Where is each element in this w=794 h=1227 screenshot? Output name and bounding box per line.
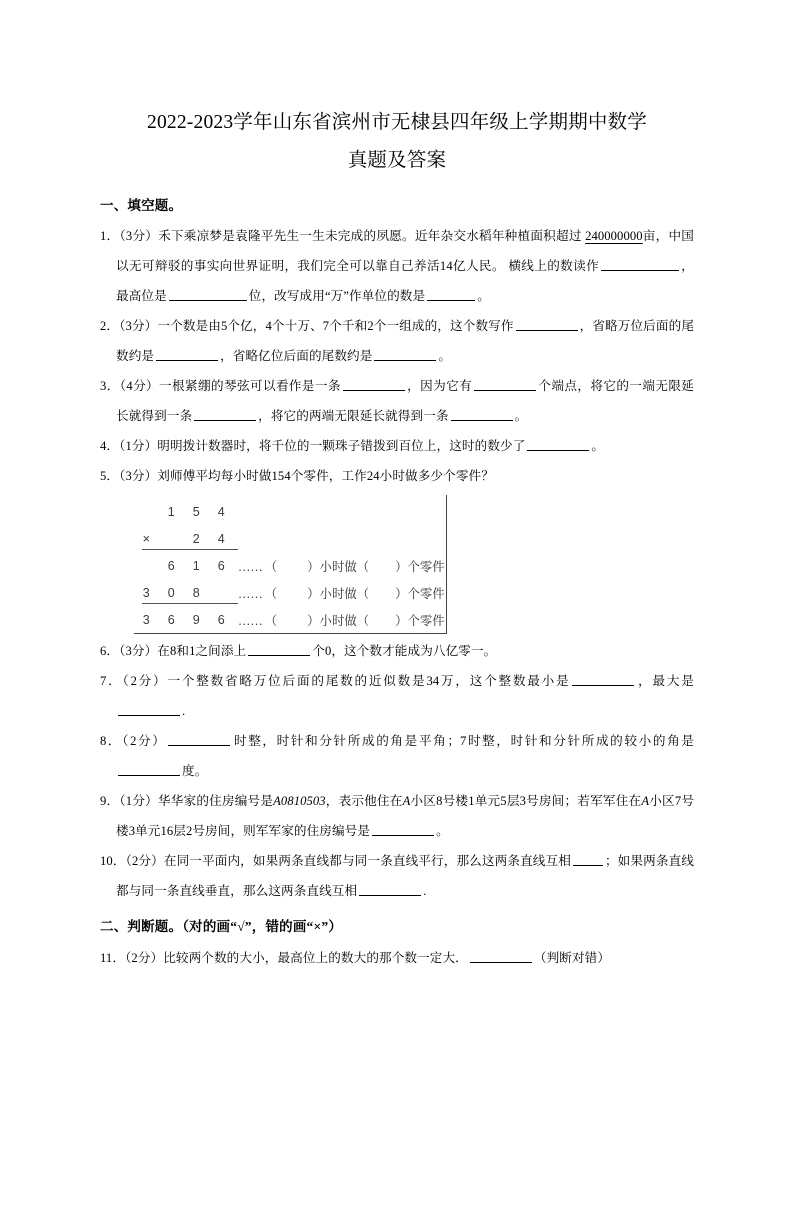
calc-row-partial-product-1 xyxy=(134,552,446,579)
question-4-text-part-2: 。 xyxy=(591,439,605,453)
question-1-text-part-5: 位，改写成用“万”作单位的数是 xyxy=(248,289,426,303)
question-5-score: （3分） xyxy=(119,469,158,483)
question-1 xyxy=(100,221,694,311)
question-8-number: 8． xyxy=(100,734,123,748)
question-2-score: （3分） xyxy=(119,319,158,333)
question-6 xyxy=(100,636,694,666)
question-5 xyxy=(100,461,694,491)
question-2-text-part-4: 。 xyxy=(438,349,452,363)
question-9-blank-1[interactable] xyxy=(372,824,434,836)
question-8-blank-2[interactable] xyxy=(118,764,180,776)
question-3-text-part-5: 。 xyxy=(514,409,528,423)
question-8-text-part-1: 时整，时针和分针所成的角是平角；7时整，时针和分针所成的较小的角是 xyxy=(232,734,694,748)
partial2-digit-1: 3 xyxy=(142,585,151,600)
question-10 xyxy=(100,846,694,906)
page-title xyxy=(100,104,694,180)
question-10-number: 10． xyxy=(100,854,126,868)
question-3-blank-4[interactable] xyxy=(451,409,513,421)
question-9-text-part-3: 小区8号楼1单元5层3号房间；若军军住在 xyxy=(410,794,642,808)
question-9-text-part-1: 华华家的住房编号是 xyxy=(157,794,274,808)
question-9 xyxy=(100,786,694,846)
question-1-blank-1[interactable] xyxy=(601,259,679,271)
question-5-text-part-1: 刘师傅平均每小时做154个零件，工作24小时做多少个零件？ xyxy=(157,469,494,483)
question-2-text-part-1: 一个数是由5个亿，4个十万、7个千和2个一组成的，这个数写作 xyxy=(157,319,514,333)
calc-row-partial-product-2 xyxy=(134,579,446,606)
question-6-score: （3分） xyxy=(119,644,158,658)
question-7-text-part-3: . xyxy=(182,704,186,718)
note-mid-1: ）小时做（ xyxy=(307,559,370,574)
question-1-blank-2[interactable] xyxy=(169,289,247,301)
question-9-score: （1分） xyxy=(119,794,158,808)
question-4-score: （1分） xyxy=(119,439,158,453)
answer-slot-3a[interactable] xyxy=(279,614,305,625)
question-10-text-part-1: 在同一平面内，如果两条直线都与同一条直线平行，那么这两条直线互相 xyxy=(163,854,571,868)
question-6-text-part-2: 个0，这个数才能成为八亿零一。 xyxy=(312,644,497,658)
question-1-number: 1． xyxy=(100,229,120,243)
question-9-zone-label-2: A xyxy=(641,794,650,808)
partial1-digit-1: 6 xyxy=(167,558,176,573)
section-heading-fill-in-blanks: 一、填空题。 xyxy=(100,198,183,213)
question-6-text-part-1: 在8和1之间添上 xyxy=(157,644,247,658)
note-mid-3: ）小时做（ xyxy=(307,613,370,628)
question-8-score: （2分） xyxy=(122,734,167,748)
question-2-number: 2． xyxy=(100,319,120,333)
note-end-3: ）个零件 xyxy=(395,613,445,628)
question-9-text-part-2: ，表示他住在 xyxy=(325,794,403,808)
calc-row-product xyxy=(134,606,446,633)
dots-leader-2: …… xyxy=(238,586,263,601)
question-11-text-part-2: （判断对错） xyxy=(533,951,611,965)
question-2-blank-1[interactable] xyxy=(516,319,578,331)
note-open-paren-3: （ xyxy=(264,613,278,628)
multiplier-digit-1: 2 xyxy=(192,531,201,546)
question-8-blank-1[interactable] xyxy=(168,734,230,746)
partial1-note xyxy=(238,557,445,575)
answer-slot-2a[interactable] xyxy=(279,587,305,598)
product-digit-1: 3 xyxy=(142,612,151,627)
question-1-text-part-3: 横线上的数读作 xyxy=(508,259,600,273)
calc-row-multiplicand xyxy=(134,498,446,525)
question-11 xyxy=(100,943,694,973)
question-11-blank-1[interactable] xyxy=(470,951,532,963)
note-open-paren-2: （ xyxy=(264,586,278,601)
question-10-text-part-3: . xyxy=(423,884,427,898)
question-9-number: 9． xyxy=(100,794,120,808)
question-7-score: （2分） xyxy=(122,674,168,688)
question-4-number: 4． xyxy=(100,439,120,453)
question-10-blank-1[interactable] xyxy=(573,854,603,866)
answer-slot-2b[interactable] xyxy=(371,587,393,598)
question-1-text-part-1: 禾下乘凉梦是袁隆平先生一生未完成的夙愿。近年杂交水稻年种植面积超过 xyxy=(158,229,582,243)
multiplicand-digit-3: 4 xyxy=(217,504,226,519)
product-digit-4: 6 xyxy=(217,612,226,627)
multiply-operator-icon: × xyxy=(142,531,151,546)
question-8-text-part-2: 度。 xyxy=(182,764,208,778)
dots-leader-3: …… xyxy=(238,613,263,628)
question-10-blank-2[interactable] xyxy=(359,884,421,896)
question-11-score: （2分） xyxy=(125,951,164,965)
question-6-blank-1[interactable] xyxy=(248,644,310,656)
question-9-zone-label-1: A xyxy=(402,794,411,808)
title-line-1: 2022-2023学年山东省滨州市无棣县四年级上学期期中数学 xyxy=(147,112,647,133)
question-2-blank-2[interactable] xyxy=(156,349,218,361)
question-3-text-part-3: 个端点，将它的一端无限延长就得到一条 xyxy=(116,379,695,423)
question-2 xyxy=(100,311,694,371)
question-1-underlined-number: 240000000 xyxy=(585,229,643,243)
question-1-text-part-2: 亩，中国以无可辩驳的事实向世界证明，我们完全可以靠自己养活14亿人民。 xyxy=(116,229,694,273)
question-11-number: 11． xyxy=(100,951,126,965)
note-mid-2: ）小时做（ xyxy=(307,586,370,601)
question-3-number: 3． xyxy=(100,379,120,393)
question-7-number: 7． xyxy=(100,674,123,688)
dots-leader-1: …… xyxy=(238,559,263,574)
question-3-text-part-2: ，因为它有 xyxy=(406,379,473,393)
note-end-2: ）个零件 xyxy=(395,586,445,601)
question-2-text-part-3: ，省略亿位后面的尾数约是 xyxy=(220,349,373,363)
question-7-text-part-1: 一个整数省略万位后面的尾数的近似数是34万，这个整数最小是 xyxy=(167,674,571,688)
partial2-digit-3: 8 xyxy=(192,585,201,600)
question-3-text-part-1: 一根紧绷的琴弦可以看作是一条 xyxy=(159,379,341,393)
question-8 xyxy=(100,726,694,786)
partial2-note xyxy=(238,584,445,602)
question-1-text-part-6: 。 xyxy=(477,289,490,303)
question-7-blank-1[interactable] xyxy=(572,674,634,686)
note-open-paren-1: （ xyxy=(264,559,278,574)
question-3-blank-1[interactable] xyxy=(343,379,405,391)
question-2-text-part-2: ，省略万位后面的尾数约是 xyxy=(116,319,695,363)
question-3 xyxy=(100,371,694,431)
multiplicand-digit-2: 5 xyxy=(192,504,201,519)
question-5-vertical-multiplication xyxy=(100,495,694,634)
note-end-1: ）个零件 xyxy=(395,559,445,574)
question-11-text-part-1: 比较两个数的大小，最高位上的数大的那个数一定大． xyxy=(163,951,468,965)
question-10-score: （2分） xyxy=(125,854,164,868)
calc-row-multiplier xyxy=(134,525,446,552)
answer-slot-3b[interactable] xyxy=(371,614,393,625)
question-3-blank-2[interactable] xyxy=(474,379,536,391)
title-line-2: 真题及答案 xyxy=(347,150,447,171)
question-1-blank-3[interactable] xyxy=(427,289,475,301)
product-digit-2: 6 xyxy=(167,612,176,627)
question-9-text-part-4: 小区7号楼3单元16层2号房间，则军军家的住房编号是 xyxy=(116,794,695,838)
answer-slot-1a[interactable] xyxy=(279,560,305,571)
question-6-number: 6． xyxy=(100,644,120,658)
question-7-blank-2[interactable] xyxy=(118,704,180,716)
partial2-digit-2: 0 xyxy=(167,585,176,600)
multiplicand-digit-1: 1 xyxy=(167,504,176,519)
product-note xyxy=(238,611,445,629)
question-4 xyxy=(100,431,694,461)
partial1-digit-2: 1 xyxy=(192,558,201,573)
question-3-score: （4分） xyxy=(119,379,160,393)
question-7-text-part-2: ，最大是 xyxy=(636,674,694,688)
question-4-blank-1[interactable] xyxy=(527,439,589,451)
question-3-blank-3[interactable] xyxy=(194,409,256,421)
question-3-text-part-4: ，将它的两端无限延长就得到一条 xyxy=(258,409,449,423)
multiplier-digit-2: 4 xyxy=(217,531,226,546)
question-5-number: 5． xyxy=(100,469,120,483)
question-4-text-part-1: 明明拨计数器时，将千位的一颗珠子错拨到百位上，这时的数少了 xyxy=(157,439,526,453)
question-1-score: （3分） xyxy=(119,229,159,243)
question-9-text-part-5: 。 xyxy=(436,824,449,838)
question-1-text-part-4: ，最高位是 xyxy=(116,259,694,303)
answer-slot-1b[interactable] xyxy=(371,560,393,571)
product-digit-3: 9 xyxy=(192,612,201,627)
partial1-digit-3: 6 xyxy=(217,558,226,573)
calculation-box xyxy=(134,495,447,634)
question-9-house-code: A0810503 xyxy=(273,794,326,808)
exam-page xyxy=(0,104,794,1227)
question-10-text-part-2: ；如果两条直线都与同一条直线垂直，那么这两条直线互相 xyxy=(116,854,694,898)
question-7 xyxy=(100,666,694,726)
calc-divider-line-1 xyxy=(142,549,238,550)
question-2-blank-3[interactable] xyxy=(374,349,436,361)
section-heading-true-false: 二、判断题。（对的画“√”，错的画“×”） xyxy=(100,919,343,934)
calc-divider-line-2 xyxy=(142,603,238,604)
